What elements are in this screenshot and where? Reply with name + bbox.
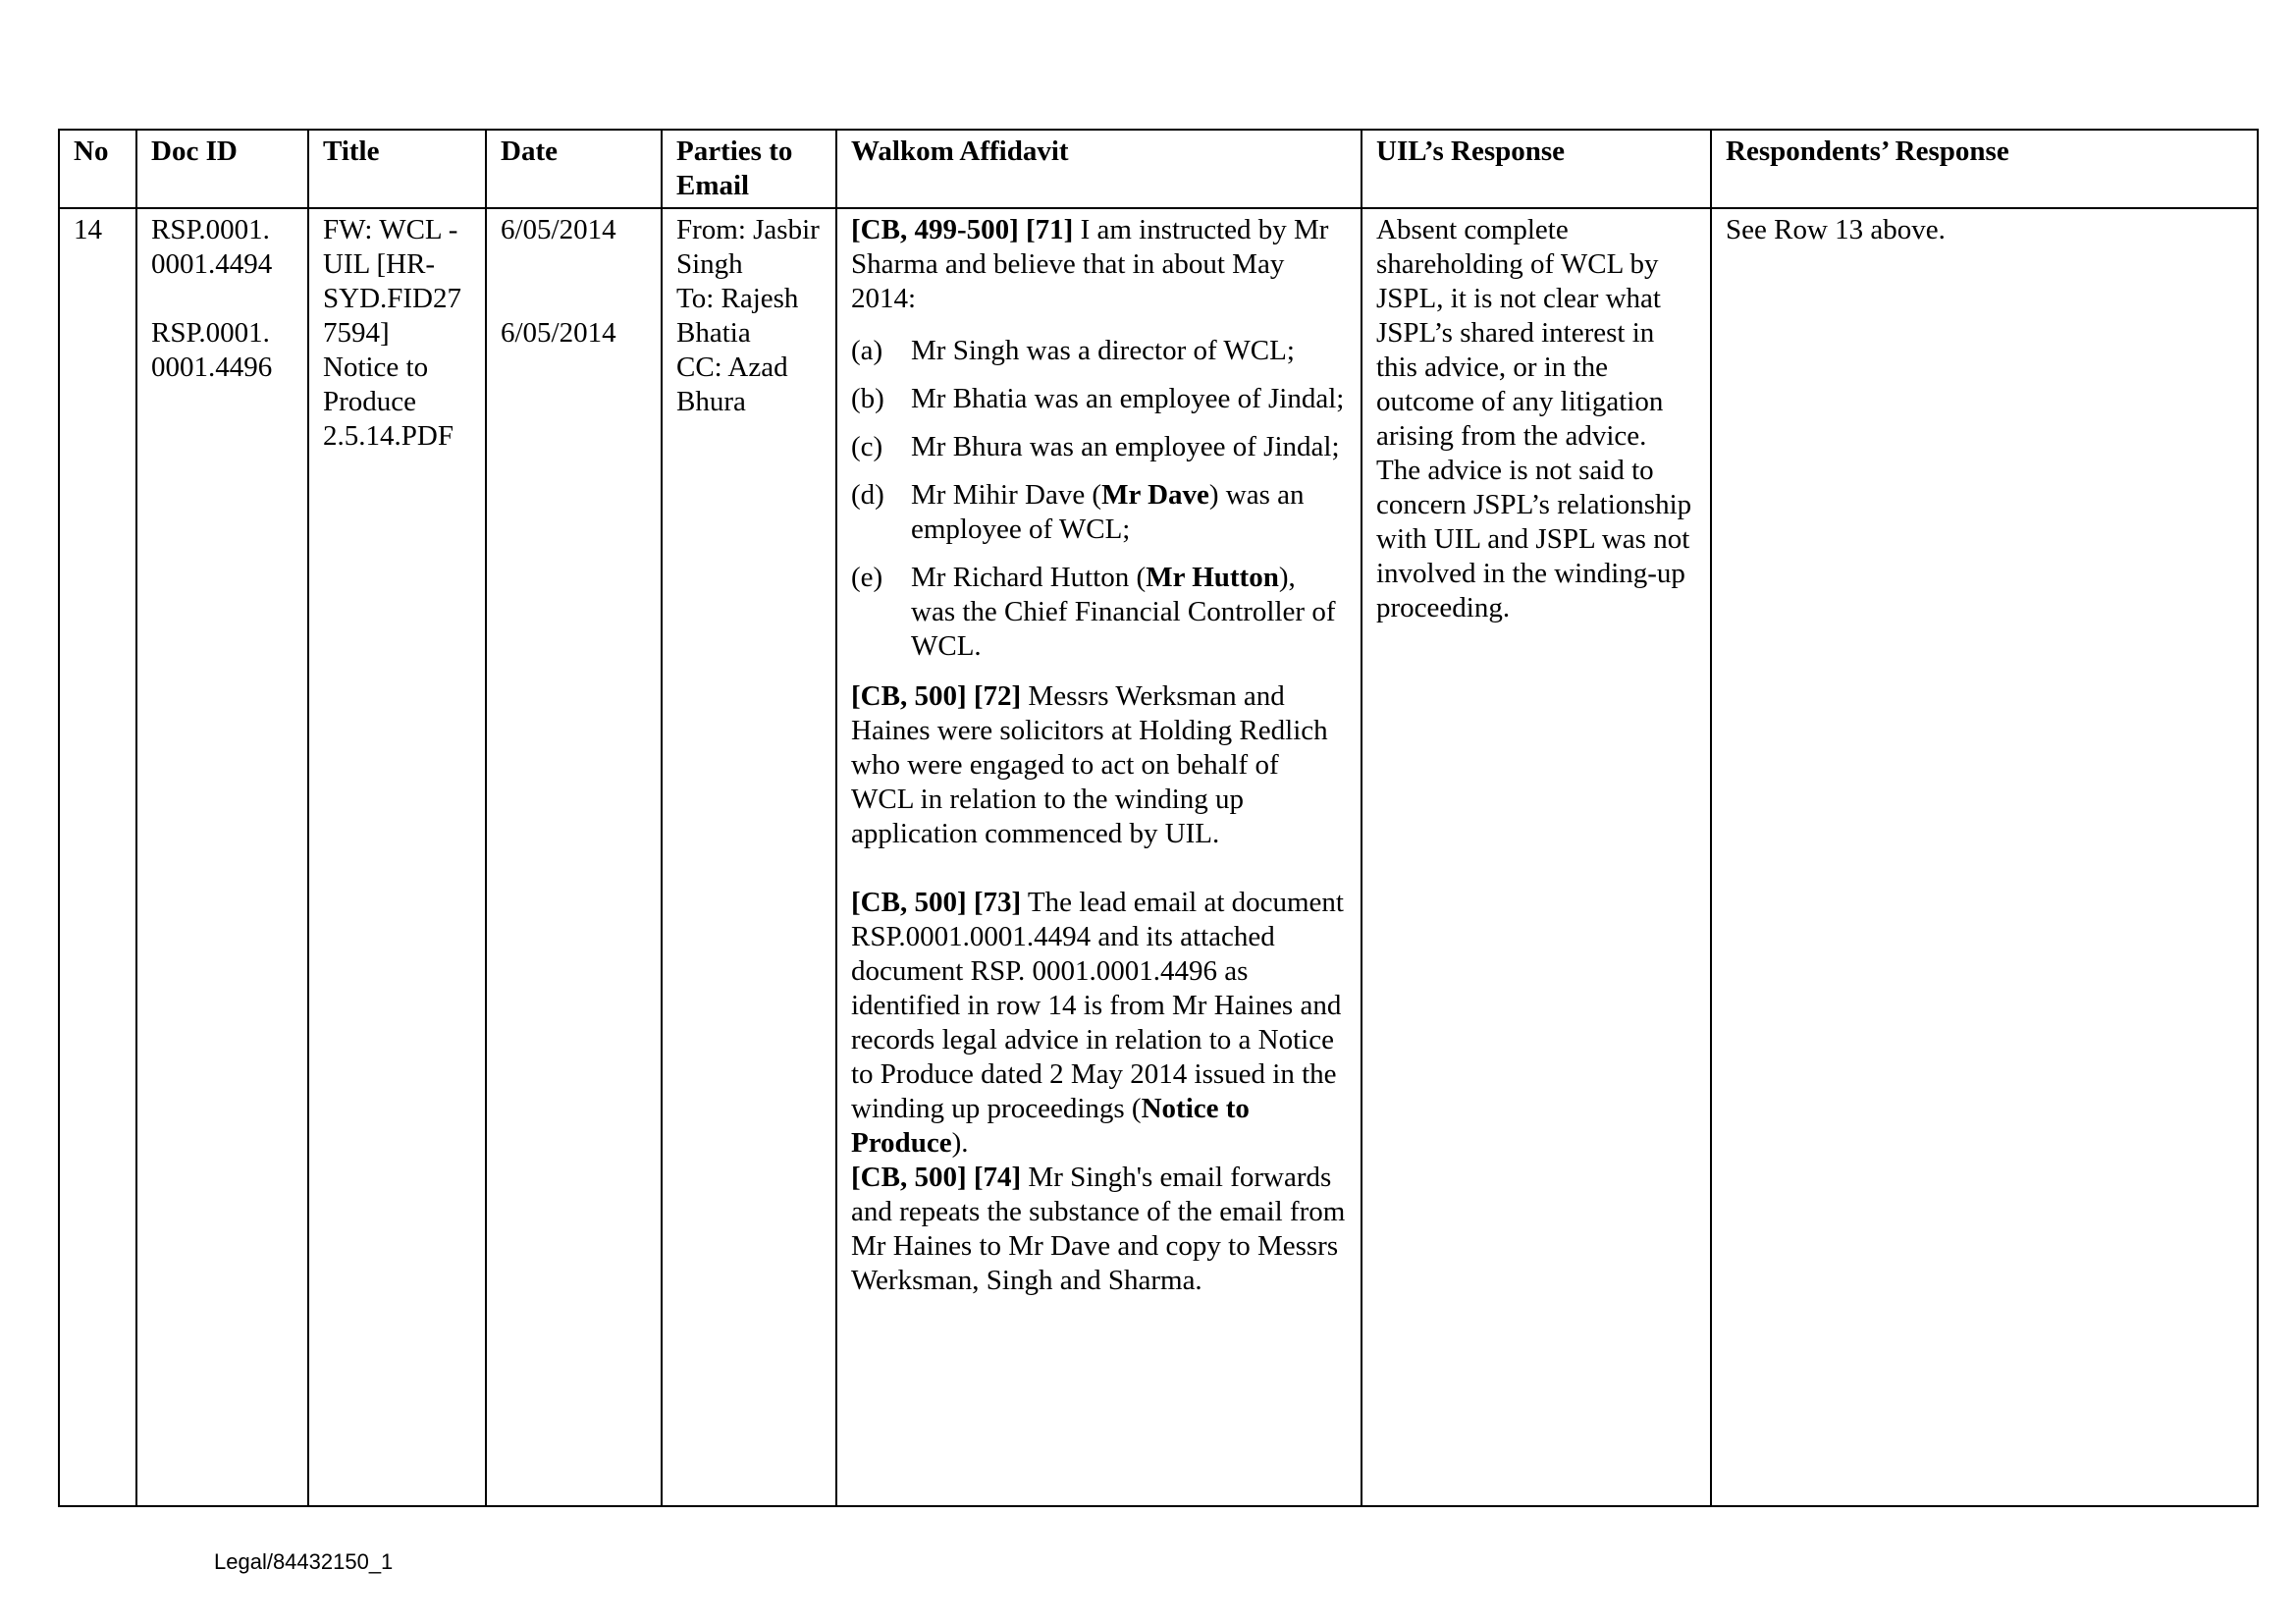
title-attachment: Notice to Produce 2.5.14.PDF	[323, 352, 454, 452]
cell-affidavit	[836, 208, 1362, 1506]
list-item	[851, 382, 1347, 416]
cell-doc-id	[136, 208, 308, 1506]
header-row	[59, 130, 2258, 208]
document-reference-footer: Legal/84432150_1	[214, 1549, 394, 1574]
list-item	[851, 334, 1347, 368]
doc-id-attachment: RSP.0001. 0001.4496	[151, 317, 273, 383]
affidavit-para-71	[851, 213, 1347, 316]
cell-uil-response: Absent complete shareholding of WCL by JSPL, it is not clear what JSPL’s shared interest in this advice, or in the outcome of any litigation arising from the advice. The advice is not said to concern JSPL’s relationship with UIL and JSPL was not involved in the winding-up proceeding.	[1362, 208, 1711, 1506]
para-72-text: Messrs Werksman and Haines were solicitors at Holding Redlich who were engaged to act on behalf of WCL in relation to the winding up application commenced by UIL.	[851, 680, 1328, 849]
para-73-ref: [CB, 500] [73]	[851, 887, 1022, 918]
para-74-ref: [CB, 500] [74]	[851, 1162, 1022, 1193]
header-doc-id: Doc ID	[136, 130, 308, 208]
para-73-defined-term: Notice to Produce	[851, 1093, 1250, 1159]
para-74-text: Mr Singh's email forwards and repeats the substance of the email from Mr Haines to Mr Dave and copy to Messrs Werksman, Singh and Sharma.	[851, 1162, 1346, 1296]
affidavit-para-72	[851, 679, 1347, 851]
list-item-label: (d)	[851, 479, 884, 511]
document-schedule-table	[58, 129, 2259, 1507]
table-row	[59, 208, 2258, 1506]
affidavit-para-73	[851, 886, 1347, 1161]
list-item-label: (c)	[851, 431, 883, 462]
list-item	[851, 430, 1347, 464]
doc-id-primary: RSP.0001. 0001.4494	[151, 214, 273, 280]
list-item-text: Mr Singh was a director of WCL;	[911, 335, 1295, 366]
header-parties: Parties to Email	[662, 130, 836, 208]
header-date: Date	[486, 130, 662, 208]
date-attachment: 6/05/2014	[501, 317, 616, 349]
affidavit-para-74	[851, 1161, 1347, 1298]
list-item-text: Mr Bhatia was an employee of Jindal;	[911, 383, 1345, 414]
list-item-text-end: ), was the Chief Financial Controller of WCL.	[911, 562, 1336, 662]
para-73-end: ).	[951, 1127, 969, 1159]
cell-respondents-response: See Row 13 above.	[1711, 208, 2258, 1506]
list-item-label: (b)	[851, 383, 884, 414]
list-item-label: (e)	[851, 562, 883, 593]
cell-title	[308, 208, 486, 1506]
list-item	[851, 561, 1347, 664]
cell-no: 14	[59, 208, 136, 1506]
list-item-label: (a)	[851, 335, 883, 366]
list-item	[851, 478, 1347, 547]
party-to: To: Rajesh Bhatia	[676, 283, 799, 349]
date-email: 6/05/2014	[501, 214, 616, 245]
para-72-ref: [CB, 500] [72]	[851, 680, 1022, 712]
header-respondents-response: Respondents’ Response	[1711, 130, 2258, 208]
title-email: FW: WCL - UIL [HR-SYD.FID27 7594]	[323, 214, 461, 349]
header-uil-response: UIL’s Response	[1362, 130, 1711, 208]
defined-term: Mr Hutton	[1146, 562, 1279, 593]
list-item-text: Mr Bhura was an employee of Jindal;	[911, 431, 1340, 462]
header-affidavit: Walkom Affidavit	[836, 130, 1362, 208]
cell-parties	[662, 208, 836, 1506]
defined-term: Mr Dave	[1101, 479, 1209, 511]
affidavit-list	[851, 334, 1347, 664]
party-cc: CC: Azad Bhura	[676, 352, 788, 417]
list-item-text: Mr Mihir Dave (	[911, 479, 1102, 511]
party-from: From: Jasbir Singh	[676, 214, 820, 280]
list-item-text: Mr Richard Hutton (	[911, 562, 1147, 593]
para-71-text: I am instructed by Mr Sharma and believe that in about May 2014:	[851, 214, 1329, 314]
list-item-text-end: ) was an employee of WCL;	[911, 479, 1305, 545]
header-no: No	[59, 130, 136, 208]
para-71-ref: [CB, 499-500] [71]	[851, 214, 1074, 245]
header-title: Title	[308, 130, 486, 208]
para-73-text: The lead email at document RSP.0001.0001.4494 and its attached document RSP. 0001.0001.4496 as identified in row 14 is from Mr Haines and records legal advice in relation to a Notice to Produce dated 2 May 2014 issued in the winding up proceedings (	[851, 887, 1344, 1124]
cell-date	[486, 208, 662, 1506]
